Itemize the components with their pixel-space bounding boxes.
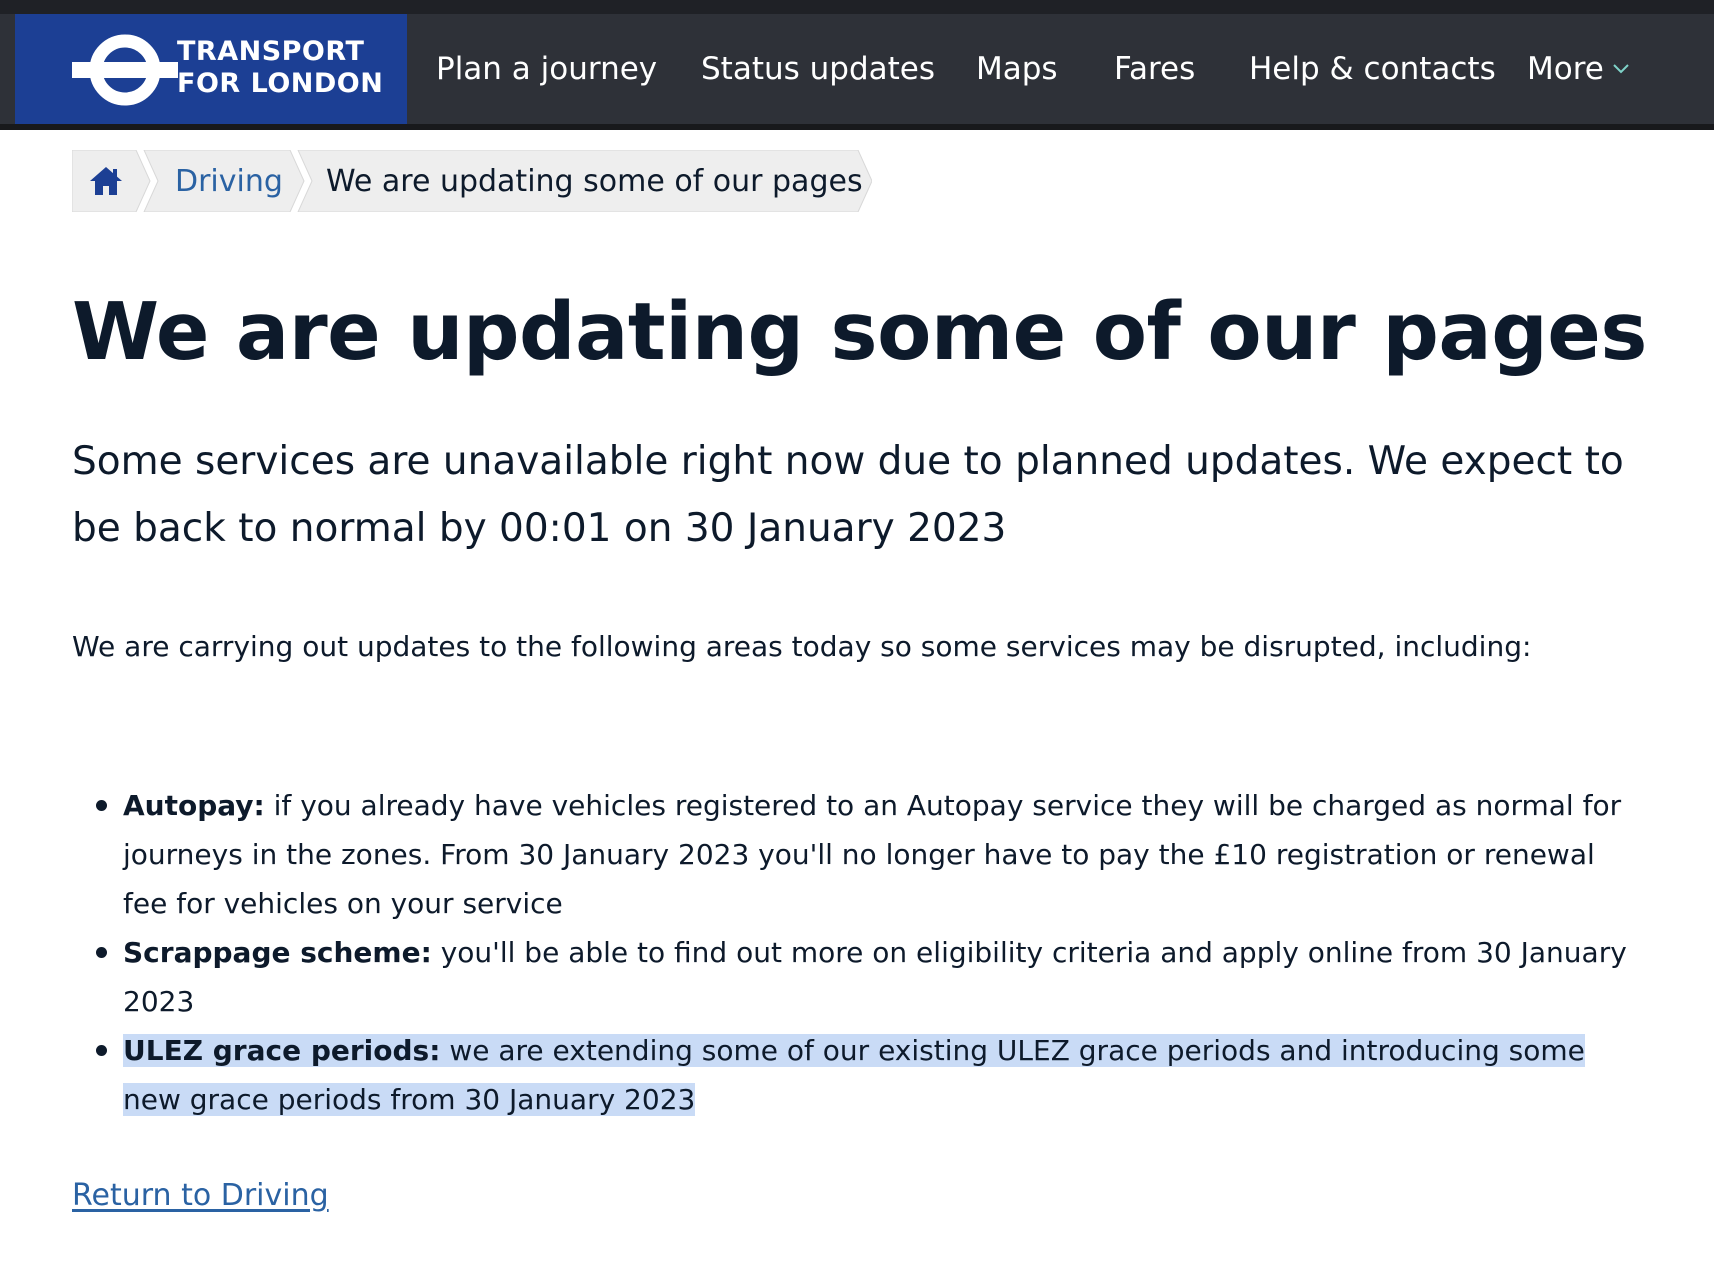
bullet xyxy=(96,1045,107,1056)
nav-plan-a-journey[interactable] xyxy=(436,14,657,124)
brand-line-1: TRANSPORT xyxy=(177,36,365,67)
return-to-driving-link[interactable]: Return to Driving xyxy=(72,1178,329,1213)
nav-label: Plan a journey xyxy=(436,51,658,87)
page-title: We are updating some of our pages xyxy=(72,286,1647,378)
home-icon[interactable] xyxy=(89,165,123,197)
breadcrumb-current-page: We are updating some of our pages xyxy=(326,163,863,199)
list-item-autopay xyxy=(72,781,1632,928)
list-item-scrappage xyxy=(72,928,1632,1026)
list-item-text-selected[interactable] xyxy=(123,1026,1632,1124)
list-item-description: if you already have vehicles registered to an Autopay service they will be charged as normal for journeys in the zones. From 30 January 2023 you'll no longer have to pay the £10 registration or renewal fee for vehicles on your service xyxy=(123,789,1622,920)
nav-label: Maps xyxy=(976,51,1058,87)
site-header xyxy=(0,14,1714,124)
header-divider xyxy=(0,124,1714,130)
disruption-list xyxy=(72,781,1632,1124)
list-item-text xyxy=(123,928,1632,1026)
list-item-text xyxy=(123,781,1632,928)
list-item-term: ULEZ grace periods: xyxy=(123,1034,441,1067)
intro-paragraph: We are carrying out updates to the following areas today so some services may be disrupted, including: xyxy=(72,630,1532,663)
lead-paragraph: Some services are unavailable right now due to planned updates. We expect to be back to normal by 00:01 on 30 January 2023 xyxy=(72,439,1624,551)
nav-label: Help & contacts xyxy=(1249,51,1496,87)
nav-more[interactable] xyxy=(1527,14,1630,124)
bullet xyxy=(96,800,107,811)
nav-label: Status updates xyxy=(701,51,936,87)
list-item-term: Scrappage scheme: xyxy=(123,936,432,969)
nav-label: More xyxy=(1527,51,1604,87)
chevron-down-icon xyxy=(1612,63,1630,75)
list-item-description: you'll be able to find out more on eligibility criteria and apply online from 30 January 2023 xyxy=(123,936,1627,1018)
top-strip xyxy=(0,0,1714,14)
list-item-ulez xyxy=(72,1026,1632,1124)
bullet xyxy=(96,947,107,958)
main-nav xyxy=(0,14,1714,124)
nav-label: Fares xyxy=(1114,51,1196,87)
selection-space xyxy=(440,1034,449,1067)
nav-fares[interactable] xyxy=(1114,14,1195,124)
breadcrumb-driving-link[interactable]: Driving xyxy=(175,163,283,199)
brand-line-2: FOR LONDON xyxy=(177,68,384,99)
list-item-description: we are extending some of our existing ULEZ grace periods and introducing some new grace periods from 30 January 2023 xyxy=(123,1034,1585,1116)
nav-status-updates[interactable] xyxy=(701,14,935,124)
nav-help-contacts[interactable] xyxy=(1249,14,1496,124)
nav-maps[interactable] xyxy=(976,14,1058,124)
list-item-term: Autopay: xyxy=(123,789,265,822)
